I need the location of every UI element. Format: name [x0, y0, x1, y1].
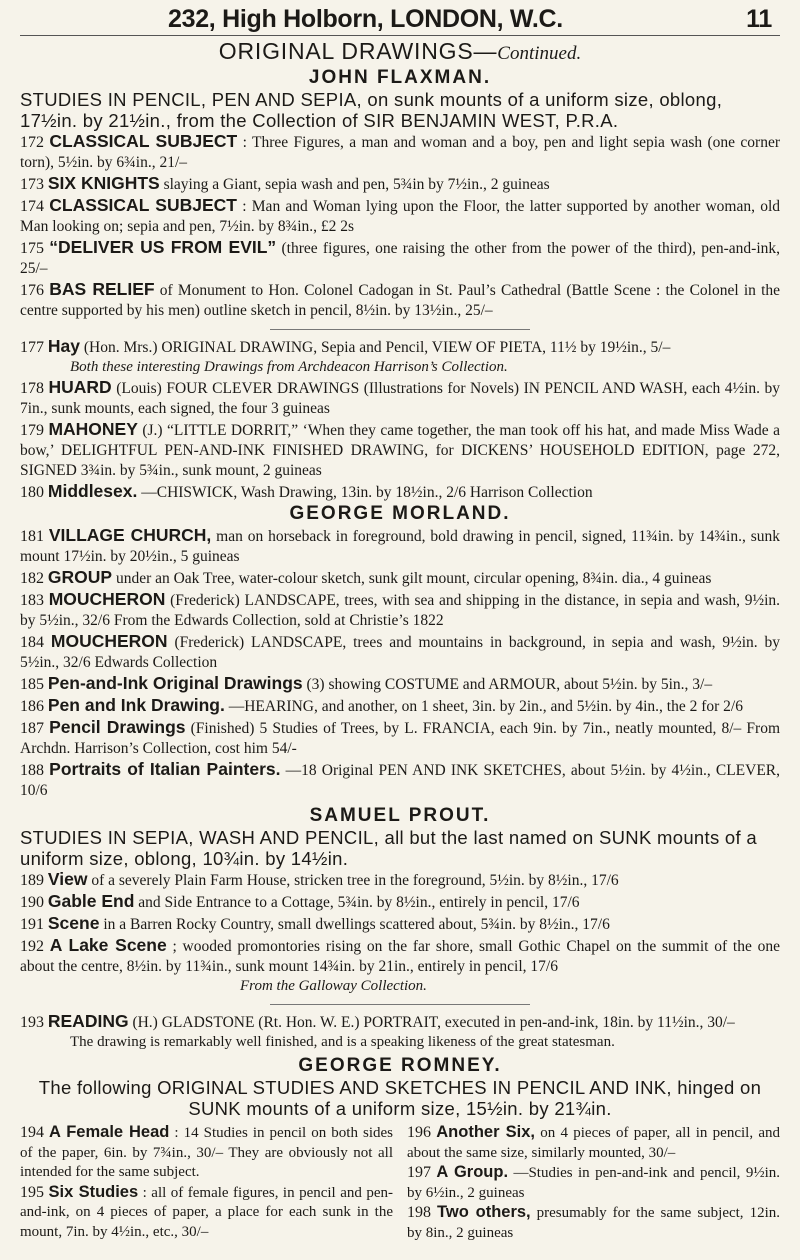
lot-number: 196 — [407, 1124, 431, 1141]
lot-number: 194 — [20, 1124, 44, 1141]
artist-heading-romney: GEORGE ROMNEY. — [298, 1055, 502, 1076]
lot-197 — [407, 1163, 780, 1203]
flaxman-intro: STUDIES IN PENCIL, PEN AND SEPIA, on sunk mounts of a uniform size, oblong, 17½in. by 21½in., from the Collection of SIR BENJAMIN WEST, P.R.A. — [20, 89, 723, 131]
header-rule — [20, 35, 780, 36]
lot-177: 177 Hay (Hon. Mrs.) ORIGINAL DRAWING, Sepia and Pencil, VIEW OF PIETA, 11½ by 19½in., 5/– — [20, 336, 671, 356]
lot-180: 180 Middlesex. —CHISWICK, Wash Drawing, 13in. by 18½in., 2/6 Harrison Collection — [20, 481, 593, 501]
lot-194 — [20, 1123, 393, 1183]
lot-description: presumably for the same subject, 12in. by 8in., 2 guineas — [407, 1205, 780, 1241]
artist-heading-morland: GEORGE MORLAND. — [289, 503, 511, 524]
lot-description: : 14 Studies in pencil on both sides of the paper, 6in. by 7¾in., 30/– They are obviously not all intended for the same subject. — [20, 1125, 394, 1180]
lot-number: 173 — [20, 176, 44, 193]
lot-number: 195 — [20, 1183, 44, 1201]
lot-description: (3) showing COSTUME and ARMOUR, about 5½in. by 5in., 3/– — [306, 676, 713, 693]
lot-title: A Female Head — [49, 1123, 170, 1141]
lot-title: A Lake Scene — [49, 935, 167, 955]
lot-178: 178 HUARD (Louis) FOUR CLEVER DRAWINGS (Illustrations for Novels) IN PENCIL AND WASH, each 4½in. by 7in., sunk mounts, each signed, the four 3 guineas — [20, 377, 781, 417]
address: 232, High Holborn, LONDON, W.C. — [168, 5, 563, 33]
lot-number: 186 — [20, 698, 44, 715]
lot-title: CLASSICAL SUBJECT — [49, 131, 238, 151]
morland-lots — [20, 525, 780, 589]
lot-181 — [20, 525, 780, 567]
lot-title: Pen and Ink Drawing. — [47, 695, 225, 715]
moucheron-lots — [20, 589, 780, 801]
lot-title: GROUP — [47, 567, 113, 587]
flaxman-lots — [20, 131, 780, 321]
lot-183 — [20, 589, 780, 631]
lot-196 — [407, 1123, 780, 1163]
lot-176 — [20, 279, 780, 321]
lot-190 — [20, 891, 780, 913]
lot-188 — [20, 759, 780, 801]
romney-columns — [20, 1123, 780, 1243]
prout-lots — [20, 869, 780, 977]
lot-number: 182 — [20, 570, 44, 587]
page-number: 11 — [746, 5, 772, 33]
lot-description: man on horseback in foreground, bold drawing in pencil, signed, 11¾in. by 14¾in., sunk mount 17½in. by 20½in., 5 guineas — [20, 528, 780, 565]
lot-189 — [20, 869, 780, 891]
divider — [270, 329, 530, 330]
lot-description: in a Barren Rocky Country, small dwellings scattered about, 5¾in. by 8½in., 17/6 — [103, 916, 610, 933]
catalogue-page — [20, 0, 780, 1243]
lot-title: SIX KNIGHTS — [47, 173, 160, 193]
lot-number: 188 — [20, 762, 44, 779]
running-head — [20, 4, 780, 34]
lot-number: 192 — [20, 938, 44, 955]
lot-description: (Frederick) LANDSCAPE, trees and mountains in background, in sepia and wash, 9½in. by 5½in., 32/6 Edwards Collection — [20, 634, 781, 671]
lot-186 — [20, 695, 780, 717]
lot-number: 185 — [20, 676, 44, 693]
lot-description: of a severely Plain Farm House, stricken tree in the foreground, 5½in. by 8½in., 17/6 — [91, 872, 619, 889]
lot-description: —HEARING, and another, on 1 sheet, 3in. by 2in., and 5½in. by 4in., the 2 for 2/6 — [228, 698, 743, 715]
lot-description: and Side Entrance to a Cottage, 5¾in. by 8½in., entirely in pencil, 17/6 — [138, 894, 580, 911]
artist-heading-prout: SAMUEL PROUT. — [309, 805, 491, 826]
lot-191 — [20, 913, 780, 935]
lot-number: 198 — [407, 1204, 431, 1221]
lot-number: 184 — [20, 634, 44, 651]
lot-title: MOUCHERON — [48, 589, 166, 609]
lot-description: (three figures, one raising the other from the power of the third), pen-and-ink, 25/– — [20, 240, 781, 277]
lot-title: Two others, — [437, 1203, 531, 1221]
lot-description: under an Oak Tree, water-colour sketch, sunk gilt mount, circular opening, 8¾in. dia., 4 guineas — [115, 570, 712, 587]
lot-173 — [20, 173, 780, 195]
lot-description: of Monument to Hon. Colonel Cadogan in St. Paul’s Cathedral (Battle Scene : the Colonel in the centre supported by his men) outline sketch in pencil, 8½in. by 13½in., 25/– — [20, 282, 781, 319]
lot-184 — [20, 631, 780, 673]
lot-description: : Three Figures, a man and woman and a boy, pen and light sepia wash (one corner torn), 5½in. by 6¾in., 21/– — [20, 134, 781, 171]
lot-175 — [20, 237, 780, 279]
lot-193: 193 READING (H.) GLADSTONE (Rt. Hon. W. E.) PORTRAIT, executed in pen-and-ink, 18in. by 11½in., 30/– — [20, 1011, 735, 1031]
lot-title: MOUCHERON — [50, 631, 168, 651]
romney-right-column — [407, 1123, 780, 1243]
lot-number: 174 — [20, 198, 44, 215]
lot-number: 190 — [20, 894, 44, 911]
lot-number: 191 — [20, 916, 44, 933]
lot-description: (Frederick) LANDSCAPE, trees, with sea and shipping in the distance, in sepia and wash, 9½in. by 5½in., 32/6 From the Edwards Collection, sold at Christie’s 1822 — [20, 592, 780, 629]
lot-192 — [20, 935, 780, 977]
section-title: ORIGINAL DRAWINGS—Continued. — [218, 38, 582, 64]
lot-174 — [20, 195, 780, 237]
lot-number: 176 — [20, 282, 44, 299]
lot-description: slaying a Giant, sepia wash and pen, 5¾in by 7½in., 2 guineas — [163, 176, 550, 193]
lot-description: : all of female figures, in pencil and pen-and-ink, on 4 pieces of paper, a place for each sunk in the mount, 7in. by 4½in., etc., 30/– — [20, 1184, 393, 1240]
divider — [270, 1004, 530, 1005]
lot-title: Portraits of Italian Painters. — [49, 759, 281, 779]
romney-intro: The following ORIGINAL STUDIES AND SKETCHES IN PENCIL AND INK, hinged on SUNK mounts of a uniform size, 15½in. by 21¾in. — [38, 1077, 762, 1119]
lot-172 — [20, 131, 780, 173]
lot-title: Scene — [47, 913, 100, 933]
lot-title: A Group. — [436, 1163, 509, 1181]
lot-title: Gable End — [47, 891, 135, 911]
lot-description: (Finished) 5 Studies of Trees, by L. FRANCIA, each 9in. by 7in., neatly mounted, 8/– From Archdn. Harrison’s Collection, cost him 54/- — [20, 720, 781, 757]
lot-description: —18 Original PEN AND INK SKETCHES, about 5½in. by 4½in., CLEVER, 10/6 — [20, 762, 781, 799]
lot-177-note: Both these interesting Drawings from Archdeacon Harrison’s Collection. — [70, 359, 508, 375]
lot-number: 172 — [20, 134, 44, 151]
lot-description: on 4 pieces of paper, all in pencil, and about the same size, similarly mounted, 30/– — [407, 1125, 780, 1161]
lot-number: 183 — [20, 592, 44, 609]
lot-182 — [20, 567, 780, 589]
romney-left-column — [20, 1123, 393, 1243]
lot-187 — [20, 717, 780, 759]
lot-title: “DELIVER US FROM EVIL” — [49, 237, 277, 257]
lot-title: View — [47, 869, 88, 889]
lot-title: Pen-and-Ink Original Drawings — [47, 673, 303, 693]
lot-title: Pencil Drawings — [49, 717, 186, 737]
lot-title: CLASSICAL SUBJECT — [49, 195, 237, 215]
prout-intro: STUDIES IN SEPIA, WASH AND PENCIL, all but the last named on SUNK mounts of a uniform size, oblong, 10¾in. by 14½in. — [20, 827, 757, 869]
lot-number: 197 — [407, 1164, 431, 1181]
lot-number: 181 — [20, 528, 44, 545]
lot-description: ; wooded promontories rising on the far shore, small Gothic Chapel on the summit of the one about the centre, 8½in. by 11¾in., sunk mount 14¾in. by 21in., entirely in pencil, 17/6 — [20, 938, 780, 975]
lot-number: 175 — [20, 240, 44, 257]
lot-title: Another Six, — [436, 1123, 535, 1141]
lot-title: VILLAGE CHURCH, — [48, 525, 212, 545]
lot-195 — [20, 1183, 393, 1243]
artist-heading-flaxman: JOHN FLAXMAN. — [308, 67, 492, 88]
lot-number: 189 — [20, 872, 44, 889]
lot-198 — [407, 1203, 780, 1243]
lot-description: —Studies in pen-and-ink and pencil, 9½in. by 6½in., 2 guineas — [407, 1165, 780, 1201]
lot-number: 187 — [20, 720, 44, 737]
lot-193-note: The drawing is remarkably well finished, and is a speaking likeness of the great statesman. — [70, 1034, 615, 1050]
lot-185 — [20, 673, 780, 695]
lot-179: 179 MAHONEY (J.) “LITTLE DORRIT,” ‘When they came together, the man took off his hat, and made Miss Wade a bow,’ DELIGHTFUL PEN-AND-INK FINISHED DRAWING, for DICKENS’ HOUSEHOLD EDITION, page 272, SIGNED 3¾in. by 5¾in., sunk mount, 2 guineas — [20, 419, 781, 479]
lot-title: Six Studies — [48, 1182, 139, 1201]
lot-title: BAS RELIEF — [49, 279, 155, 299]
prout-note: From the Galloway Collection. — [240, 978, 427, 994]
lot-description: : Man and Woman lying upon the Floor, the latter supported by another woman, old Man looking on; sepia and pen, 7½in. by 8¾in., £2 2s — [20, 198, 781, 235]
